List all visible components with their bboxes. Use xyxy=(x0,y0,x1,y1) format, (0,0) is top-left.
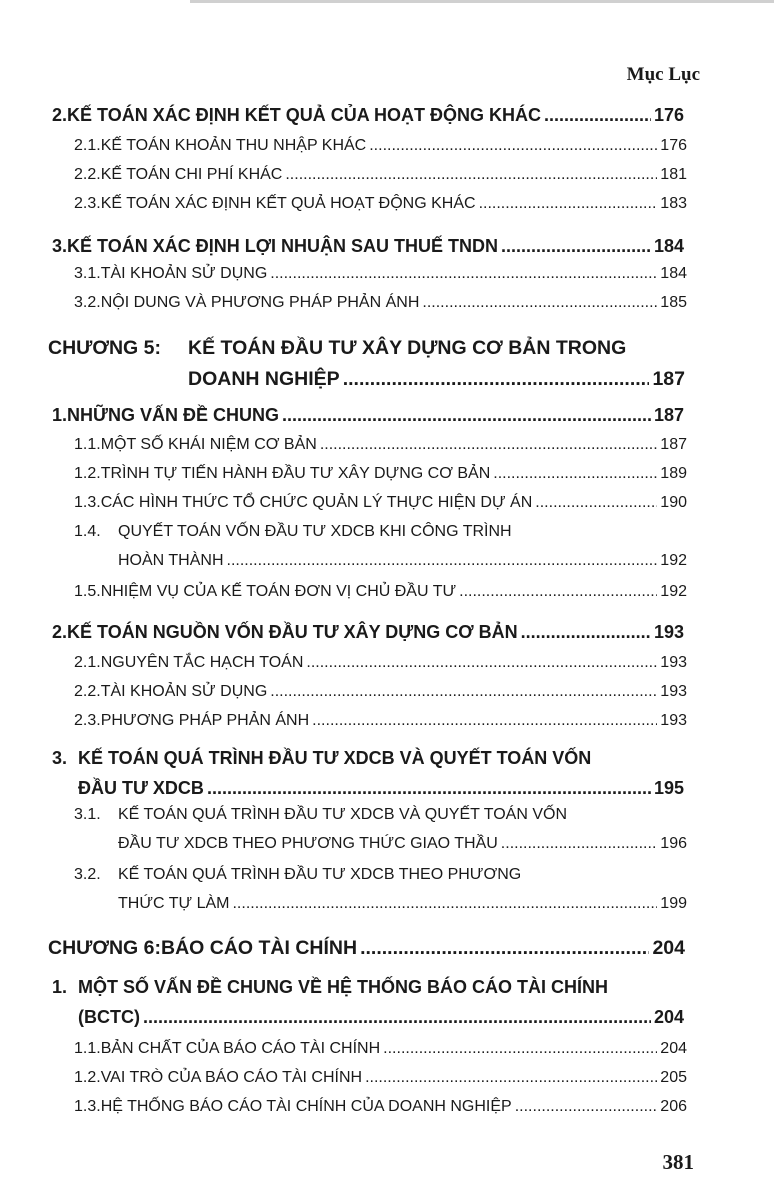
toc-page-number: 195 xyxy=(653,778,684,798)
toc-line xyxy=(74,866,687,884)
page-number: 381 xyxy=(662,1150,694,1174)
running-head: Mục Lục xyxy=(626,64,700,85)
toc-page-number: 196 xyxy=(660,835,687,852)
toc-page-number: 204 xyxy=(653,1007,684,1027)
toc-entry-title-cont: HOÀN THÀNH xyxy=(118,552,224,569)
leader-dots xyxy=(232,895,657,913)
toc-entry-number: 2.1. xyxy=(74,137,101,154)
toc-entry-title-cont: THỨC TỰ LÀM xyxy=(118,895,230,912)
leader-dots xyxy=(369,137,657,155)
toc-entry-number: 3.2. xyxy=(74,866,101,883)
toc-entry-title: VAI TRÒ CỦA BÁO CÁO TÀI CHÍNH xyxy=(100,1069,363,1086)
toc-line xyxy=(74,465,687,483)
toc-entry-number: CHƯƠNG 6: xyxy=(48,937,161,959)
toc-entry-number: 1. xyxy=(52,977,68,997)
toc-page-number: 193 xyxy=(660,654,687,671)
toc-entry-number: 1.1. xyxy=(74,436,101,453)
toc-entry-title: KẾ TOÁN ĐẦU TƯ XÂY DỰNG CƠ BẢN TRONG xyxy=(188,337,627,359)
leader-dots xyxy=(306,654,657,672)
leader-dots xyxy=(282,405,651,426)
toc-page-number: 176 xyxy=(653,105,684,125)
toc-line xyxy=(118,552,687,570)
toc-entry-number: 3.1. xyxy=(74,806,101,823)
toc-entry-number: 1.2. xyxy=(74,465,101,482)
toc-page-number: 204 xyxy=(660,1040,687,1057)
toc-page-number: 187 xyxy=(660,436,687,453)
toc-page-number: 181 xyxy=(660,166,687,183)
toc-entry-number: 1.2. xyxy=(74,1069,101,1086)
toc-page-number: 176 xyxy=(660,137,687,154)
toc-entry-number: 2.2. xyxy=(74,683,101,700)
leader-dots xyxy=(521,622,651,643)
toc-line xyxy=(52,236,684,257)
toc-entry-title-cont: ĐẦU TƯ XDCB xyxy=(78,778,204,798)
leader-dots xyxy=(479,195,658,213)
toc-page-number: 193 xyxy=(653,622,684,642)
toc-entry-title: KẾ TOÁN XÁC ĐỊNH LỢI NHUẬN SAU THUẾ TNDN xyxy=(67,236,499,256)
toc-line xyxy=(48,937,685,960)
toc-entry-title: NHỮNG VẤN ĐỀ CHUNG xyxy=(67,405,279,425)
toc-line xyxy=(48,337,685,360)
toc-entry-title-cont: (BCTC) xyxy=(78,1007,140,1027)
toc-entry-title: BÁO CÁO TÀI CHÍNH xyxy=(160,937,358,959)
toc-line xyxy=(74,683,687,701)
toc-line xyxy=(74,654,687,672)
toc-line xyxy=(74,1098,687,1116)
leader-dots xyxy=(501,236,651,257)
toc-entry-number: 2.1. xyxy=(74,654,101,671)
leader-dots xyxy=(270,265,657,283)
toc-entry-number: 1.3. xyxy=(74,494,101,511)
toc-entry-title: KẾ TOÁN CHI PHÍ KHÁC xyxy=(100,166,283,183)
toc-entry-title: TÀI KHOẢN SỬ DỤNG xyxy=(100,265,268,282)
toc-entry-title: CÁC HÌNH THỨC TỔ CHỨC QUẢN LÝ THỰC HIỆN DỰ ÁN xyxy=(100,494,533,511)
toc-entry-title: TÀI KHOẢN SỬ DỤNG xyxy=(100,683,268,700)
toc-page-number: 204 xyxy=(652,937,685,959)
toc-page-number: 183 xyxy=(660,195,687,212)
toc-line xyxy=(74,523,687,541)
leader-dots xyxy=(312,712,657,730)
toc-page-number: 184 xyxy=(653,236,684,256)
toc-entry-number: 2.3. xyxy=(74,712,101,729)
toc-entry-number: 3.1. xyxy=(74,265,101,282)
toc-page-number: 193 xyxy=(660,712,687,729)
leader-dots xyxy=(270,683,657,701)
toc-entry-number: CHƯƠNG 5: xyxy=(48,337,161,359)
toc-page-number: 187 xyxy=(652,368,685,390)
toc-line xyxy=(74,1040,687,1058)
toc-entry-number: 3. xyxy=(52,748,68,768)
toc-line xyxy=(74,166,687,184)
leader-dots xyxy=(285,166,657,184)
leader-dots xyxy=(515,1098,658,1116)
toc-page-number: 184 xyxy=(660,265,687,282)
toc-line xyxy=(74,195,687,213)
toc-entry-title-cont: DOANH NGHIỆP xyxy=(188,368,340,390)
toc-page-number: 206 xyxy=(660,1098,687,1115)
toc-entry-title: KẾ TOÁN QUÁ TRÌNH ĐẦU TƯ XDCB VÀ QUYẾT TOÁN VỐN xyxy=(118,806,568,823)
toc-entry-number: 3.2. xyxy=(74,294,101,311)
toc-line xyxy=(74,137,687,155)
toc-entry-number: 1.4. xyxy=(74,523,101,540)
toc-line xyxy=(188,368,685,391)
toc-line xyxy=(52,748,684,769)
toc-line xyxy=(74,806,687,824)
toc-entry-title: MỘT SỐ VẤN ĐỀ CHUNG VỀ HỆ THỐNG BÁO CÁO TÀI CHÍNH xyxy=(78,977,609,997)
toc-entry-title: PHƯƠNG PHÁP PHẢN ÁNH xyxy=(100,712,310,729)
toc-entry-title: KẾ TOÁN XÁC ĐỊNH KẾT QUẢ HOẠT ĐỘNG KHÁC xyxy=(100,195,476,212)
toc-entry-title: HỆ THỐNG BÁO CÁO TÀI CHÍNH CỦA DOANH NGHIỆP xyxy=(100,1098,512,1115)
toc-line xyxy=(74,265,687,283)
toc-line xyxy=(74,1069,687,1087)
leader-dots xyxy=(422,294,657,312)
toc-line xyxy=(74,294,687,312)
toc-entry-title: TRÌNH TỰ TIẾN HÀNH ĐẦU TƯ XÂY DỰNG CƠ BẢN xyxy=(100,465,491,482)
toc-line xyxy=(74,583,687,601)
toc-entry-number: 2.2. xyxy=(74,166,101,183)
toc-entry-title: NỘI DUNG VÀ PHƯƠNG PHÁP PHẢN ÁNH xyxy=(100,294,420,311)
toc-entry-title: QUYẾT TOÁN VỐN ĐẦU TƯ XDCB KHI CÔNG TRÌNH xyxy=(118,523,512,540)
toc-page-number: 185 xyxy=(660,294,687,311)
toc-line xyxy=(52,977,684,998)
toc-entry-title: KẾ TOÁN NGUỒN VỐN ĐẦU TƯ XÂY DỰNG CƠ BẢN xyxy=(67,622,518,642)
toc-entry-number: 1.5. xyxy=(74,583,101,600)
toc-page-number: 199 xyxy=(660,895,687,912)
leader-dots xyxy=(360,937,649,960)
toc-page-number: 190 xyxy=(660,494,687,511)
toc-line xyxy=(52,622,684,643)
leader-dots xyxy=(227,552,658,570)
leader-dots xyxy=(207,778,651,799)
toc-entry-title-cont: ĐẦU TƯ XDCB THEO PHƯƠNG THỨC GIAO THẦU xyxy=(118,835,498,852)
leader-dots xyxy=(320,436,657,454)
leader-dots xyxy=(535,494,657,512)
toc-entry-number: 1.1. xyxy=(74,1040,101,1057)
toc-entry-title: MỘT SỐ KHÁI NIỆM CƠ BẢN xyxy=(100,436,317,453)
toc-entry-number: 2.3. xyxy=(74,195,101,212)
toc-page-number: 187 xyxy=(653,405,684,425)
toc-entry-number: 1.3. xyxy=(74,1098,101,1115)
toc-line xyxy=(78,1007,684,1028)
leader-dots xyxy=(365,1069,657,1087)
toc-line xyxy=(74,494,687,512)
leader-dots xyxy=(383,1040,657,1058)
toc-line xyxy=(52,405,684,426)
leader-dots xyxy=(544,105,651,126)
leader-dots xyxy=(343,368,650,391)
leader-dots xyxy=(143,1007,651,1028)
toc-line xyxy=(52,105,684,126)
toc-entry-number: 3. xyxy=(52,236,68,256)
toc-entry-title: KẾ TOÁN XÁC ĐỊNH KẾT QUẢ CỦA HOẠT ĐỘNG KHÁC xyxy=(67,105,542,125)
toc-entry-number: 2. xyxy=(52,105,68,125)
toc-entry-title: BẢN CHẤT CỦA BÁO CÁO TÀI CHÍNH xyxy=(100,1040,381,1057)
toc-line xyxy=(78,778,684,799)
toc-page-number: 193 xyxy=(660,683,687,700)
toc-page-number: 192 xyxy=(660,583,687,600)
toc-entry-number: 1. xyxy=(52,405,68,425)
toc-line xyxy=(74,712,687,730)
toc-page-number: 189 xyxy=(660,465,687,482)
toc-page-number: 205 xyxy=(660,1069,687,1086)
toc-line xyxy=(118,895,687,913)
toc-entry-title: KẾ TOÁN QUÁ TRÌNH ĐẦU TƯ XDCB THEO PHƯƠNG xyxy=(118,866,522,883)
toc-entry-title: KẾ TOÁN QUÁ TRÌNH ĐẦU TƯ XDCB VÀ QUYẾT TOÁN VỐN xyxy=(78,748,592,768)
toc-entry-number: 2. xyxy=(52,622,68,642)
toc-line xyxy=(118,835,687,853)
leader-dots xyxy=(493,465,657,483)
leader-dots xyxy=(501,835,658,853)
toc-page-number: 192 xyxy=(660,552,687,569)
toc-line xyxy=(74,436,687,454)
toc-entry-title: KẾ TOÁN KHOẢN THU NHẬP KHÁC xyxy=(100,137,367,154)
toc-entry-title: NHIỆM VỤ CỦA KẾ TOÁN ĐƠN VỊ CHỦ ĐẦU TƯ xyxy=(100,583,457,600)
toc-entry-title: NGUYÊN TẮC HẠCH TOÁN xyxy=(100,654,304,671)
leader-dots xyxy=(459,583,657,601)
